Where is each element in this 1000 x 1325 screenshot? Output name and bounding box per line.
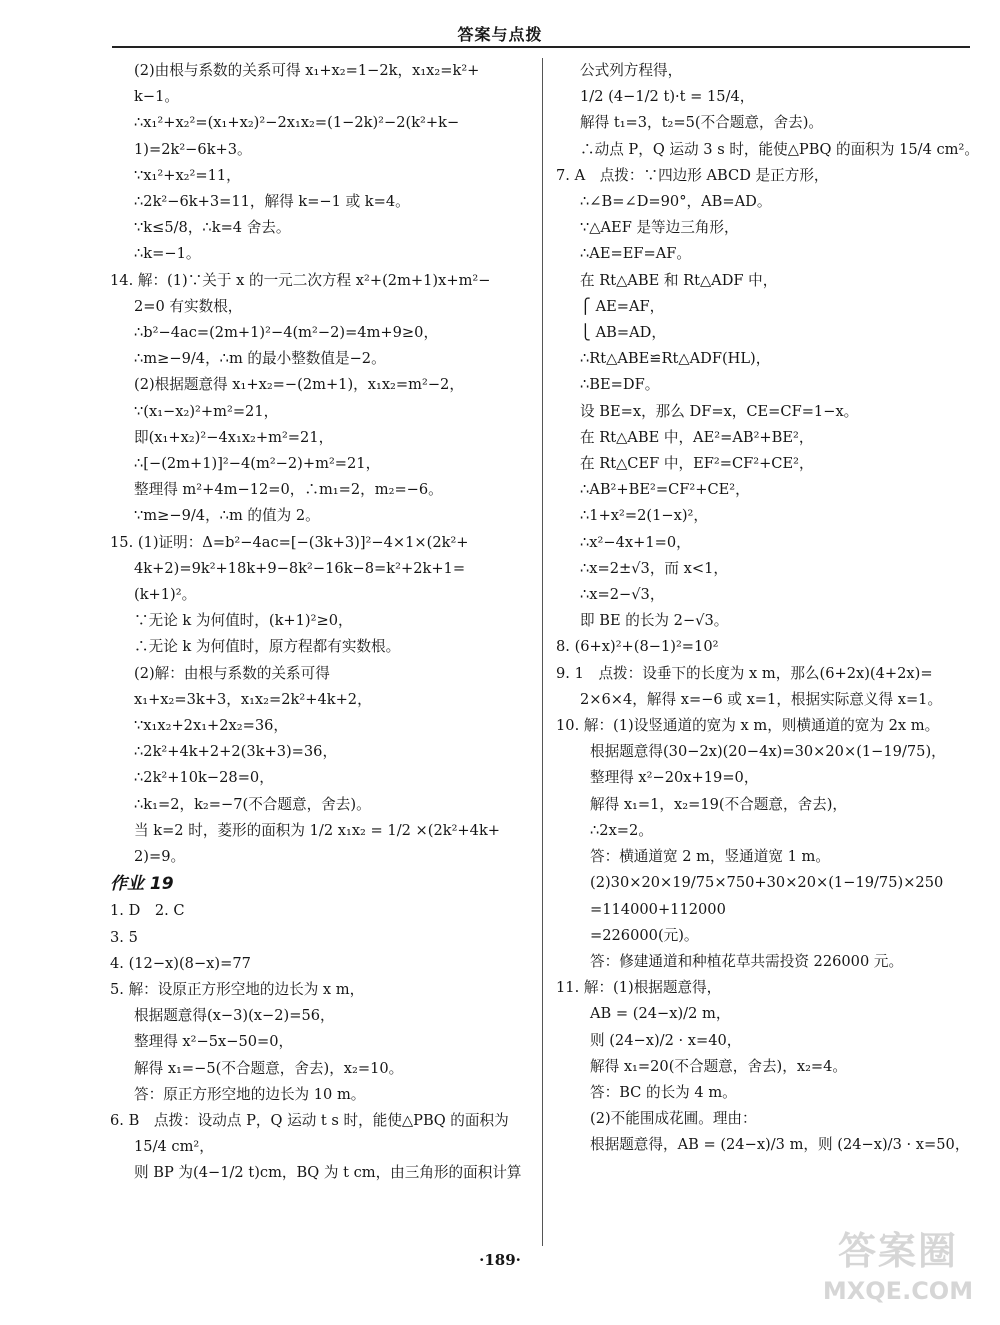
text-line: 则 BP 为(4−1/2 t)cm，BQ 为 t cm，由三角形的面积计算 — [134, 1164, 522, 1182]
page-number: ·189· — [479, 1251, 521, 1269]
text-line: 1)=2k²−6k+3。 — [134, 140, 252, 158]
text-line: ∴x=2±√3，而 x<1， — [580, 559, 729, 577]
text-line: 整理得 x²−20x+19=0， — [590, 769, 759, 787]
text-line: 7. A 点拨：∵四边形 ABCD 是正方形， — [556, 166, 829, 184]
text-line: 1. D 2. C — [110, 902, 185, 920]
text-line: 15. (1)证明：Δ=b²−4ac=[−(3k+3)]²−4×1×(2k²+ — [110, 533, 469, 551]
text-line: 10. 解：(1)设竖通道的宽为 x m，则横通道的宽为 2x m。 — [556, 717, 940, 735]
text-line: ⎧ AE=AF， — [580, 297, 665, 315]
watermark-site: MXQE.COM — [822, 1277, 974, 1305]
text-line: 5. 解：设原正方形空地的边长为 x m， — [110, 980, 365, 998]
text-line: ∴x²−4x+1=0， — [580, 533, 691, 551]
text-line: ∴1+x²=2(1−x)²， — [580, 507, 708, 525]
text-line: 设 BE=x，那么 DF=x，CE=CF=1−x。 — [580, 402, 859, 420]
text-line: 1/2 (4−1/2 t)·t = 15/4， — [580, 88, 755, 106]
column-divider — [542, 58, 543, 1246]
text-line: 根据题意得(30−2x)(20−4x)=30×20×(1−19/75)， — [590, 743, 946, 761]
text-line: ∴2k²+10k−28=0， — [134, 769, 274, 787]
text-line: 15/4 cm²， — [134, 1138, 214, 1156]
text-line: 4. (12−x)(8−x)=77 — [110, 954, 251, 972]
text-line: 2)=9。 — [134, 848, 186, 866]
text-line: (2)解：由根与系数的关系可得 — [134, 664, 330, 682]
text-line: ∴b²−4ac=(2m+1)²−4(m²−2)=4m+9≥0， — [134, 324, 439, 342]
text-line: 在 Rt△ABE 中，AE²=AB²+BE²， — [580, 428, 814, 446]
text-line: 即 BE 的长为 2−√3。 — [580, 612, 729, 630]
text-line: ∴2x=2。 — [590, 821, 653, 839]
text-line: ∵x₁x₂+2x₁+2x₂=36， — [134, 717, 289, 735]
text-line: ⎩ AB=AD， — [580, 324, 666, 342]
text-line: ∴x₁²+x₂²=(x₁+x₂)²−2x₁x₂=(1−2k)²−2(k²+k− — [134, 114, 460, 132]
page-header-title: 答案与点拨 — [457, 25, 543, 44]
text-line: (2)不能围成花圃。理由： — [590, 1110, 757, 1128]
text-line: 14. 解：(1)∵关于 x 的一元二次方程 x²+(2m+1)x+m²− — [110, 271, 491, 289]
text-line: 在 Rt△ABE 和 Rt△ADF 中， — [580, 271, 778, 289]
text-line: k−1。 — [134, 88, 179, 106]
text-line: 整理得 m²+4m−12=0，∴m₁=2，m₂=−6。 — [134, 481, 443, 499]
text-line: 11. 解：(1)根据题意得， — [556, 979, 722, 997]
text-line: ∴动点 P，Q 运动 3 s 时，能使△PBQ 的面积为 15/4 cm²。 — [580, 140, 979, 158]
text-line: x₁+x₂=3k+3，x₁x₂=2k²+4k+2， — [134, 690, 372, 708]
text-line: AB = (24−x)/2 m， — [590, 1005, 731, 1023]
text-line: ∴x=2−√3， — [580, 586, 665, 604]
text-line: ∴k₁=2，k₂=−7(不合题意，舍去)。 — [134, 795, 371, 813]
text-line: 解得 x₁=−5(不合题意，舍去)，x₂=10。 — [134, 1059, 404, 1077]
text-line: ∴m≥−9/4，∴m 的最小整数值是−2。 — [134, 350, 386, 368]
text-line: 在 Rt△CEF 中，EF²=CF²+CE²， — [580, 455, 814, 473]
text-line: 解得 t₁=3，t₂=5(不合题意，舍去)。 — [580, 114, 824, 132]
text-line: 解得 x₁=20(不合题意，舍去)，x₂=4。 — [590, 1057, 848, 1075]
text-line: ∴Rt△ABE≌Rt△ADF(HL)， — [580, 350, 771, 368]
left-column — [110, 58, 535, 1187]
text-line: 解得 x₁=1，x₂=19(不合题意，舍去)， — [590, 795, 848, 813]
text-line: =114000+112000 — [590, 900, 726, 918]
text-line: ∴AE=EF=AF。 — [580, 245, 691, 263]
section-heading: 作业 19 — [110, 874, 174, 895]
text-line: 8. (6+x)²+(8−1)²=10² — [556, 638, 719, 656]
text-line: ∵无论 k 为何值时，(k+1)²≥0， — [134, 612, 353, 630]
text-line: 当 k=2 时，菱形的面积为 1/2 x₁x₂ = 1/2 ×(2k²+4k+ — [134, 821, 501, 839]
text-line: ∵△AEF 是等边三角形， — [580, 219, 739, 237]
text-line: ∴无论 k 为何值时，原方程都有实数根。 — [134, 638, 401, 656]
text-line: ∴k=−1。 — [134, 245, 201, 263]
text-line: 9. 1 点拨：设垂下的长度为 x m，那么(6+2x)(4+2x)= — [556, 664, 933, 682]
watermark-logo-text: 答案圈 — [837, 1229, 958, 1273]
text-line: ∴AB²+BE²=CF²+CE²， — [580, 481, 750, 499]
header-rule — [112, 46, 970, 48]
text-line: ∴2k²−6k+3=11，解得 k=−1 或 k=4。 — [134, 193, 410, 211]
watermark-logo — [808, 1226, 988, 1320]
text-line: 即(x₁+x₂)²−4x₁x₂+m²=21， — [134, 428, 334, 446]
text-line: (2)根据题意得 x₁+x₂=−(2m+1)，x₁x₂=m²−2， — [134, 376, 464, 394]
text-line: 2×6×4，解得 x=−6 或 x=1，根据实际意义得 x=1。 — [580, 690, 943, 708]
text-line: ∴2k²+4k+2+2(3k+3)=36， — [134, 743, 338, 761]
text-line: ∵x₁²+x₂²=11， — [134, 166, 241, 184]
text-line: 答：横通道宽 2 m，竖通道宽 1 m。 — [590, 848, 830, 866]
text-line: (k+1)²。 — [134, 586, 197, 604]
right-column — [556, 58, 979, 1159]
text-line: 2=0 有实数根， — [134, 297, 243, 315]
text-line: 答：原正方形空地的边长为 10 m。 — [134, 1085, 366, 1103]
text-line: 6. B 点拨：设动点 P，Q 运动 t s 时，能使△PBQ 的面积为 — [110, 1111, 509, 1129]
text-line: 整理得 x²−5x−50=0， — [134, 1033, 294, 1051]
text-line: 答：BC 的长为 4 m。 — [590, 1083, 737, 1101]
text-line: 则 (24−x)/2 · x=40， — [590, 1031, 742, 1049]
text-line: 答：修建通道和种植花草共需投资 226000 元。 — [590, 952, 904, 970]
text-line: 4k+2)=9k²+18k+9−8k²−16k−8=k²+2k+1= — [134, 559, 466, 577]
text-line: ∵k≤5/8，∴k=4 舍去。 — [134, 219, 291, 237]
text-line: ∵m≥−9/4，∴m 的值为 2。 — [134, 507, 320, 525]
text-line: 3. 5 — [110, 928, 138, 946]
text-line: ∴[−(2m+1)]²−4(m²−2)+m²=21， — [134, 455, 381, 473]
text-line: (2)30×20×19/75×750+30×20×(1−19/75)×250 — [590, 874, 944, 892]
text-line: 根据题意得(x−3)(x−2)=56， — [134, 1007, 335, 1025]
text-line: 根据题意得，AB = (24−x)/3 m，则 (24−x)/3 · x=50， — [590, 1136, 970, 1154]
text-line: ∴BE=DF。 — [580, 376, 660, 394]
text-line: =226000(元)。 — [590, 926, 699, 944]
text-line: (2)由根与系数的关系可得 x₁+x₂=1−2k，x₁x₂=k²+ — [134, 62, 480, 79]
text-line: ∵(x₁−x₂)²+m²=21， — [134, 402, 279, 420]
text-line: ∴∠B=∠D=90°，AB=AD。 — [580, 193, 772, 211]
text-line: 公式列方程得， — [580, 62, 683, 79]
